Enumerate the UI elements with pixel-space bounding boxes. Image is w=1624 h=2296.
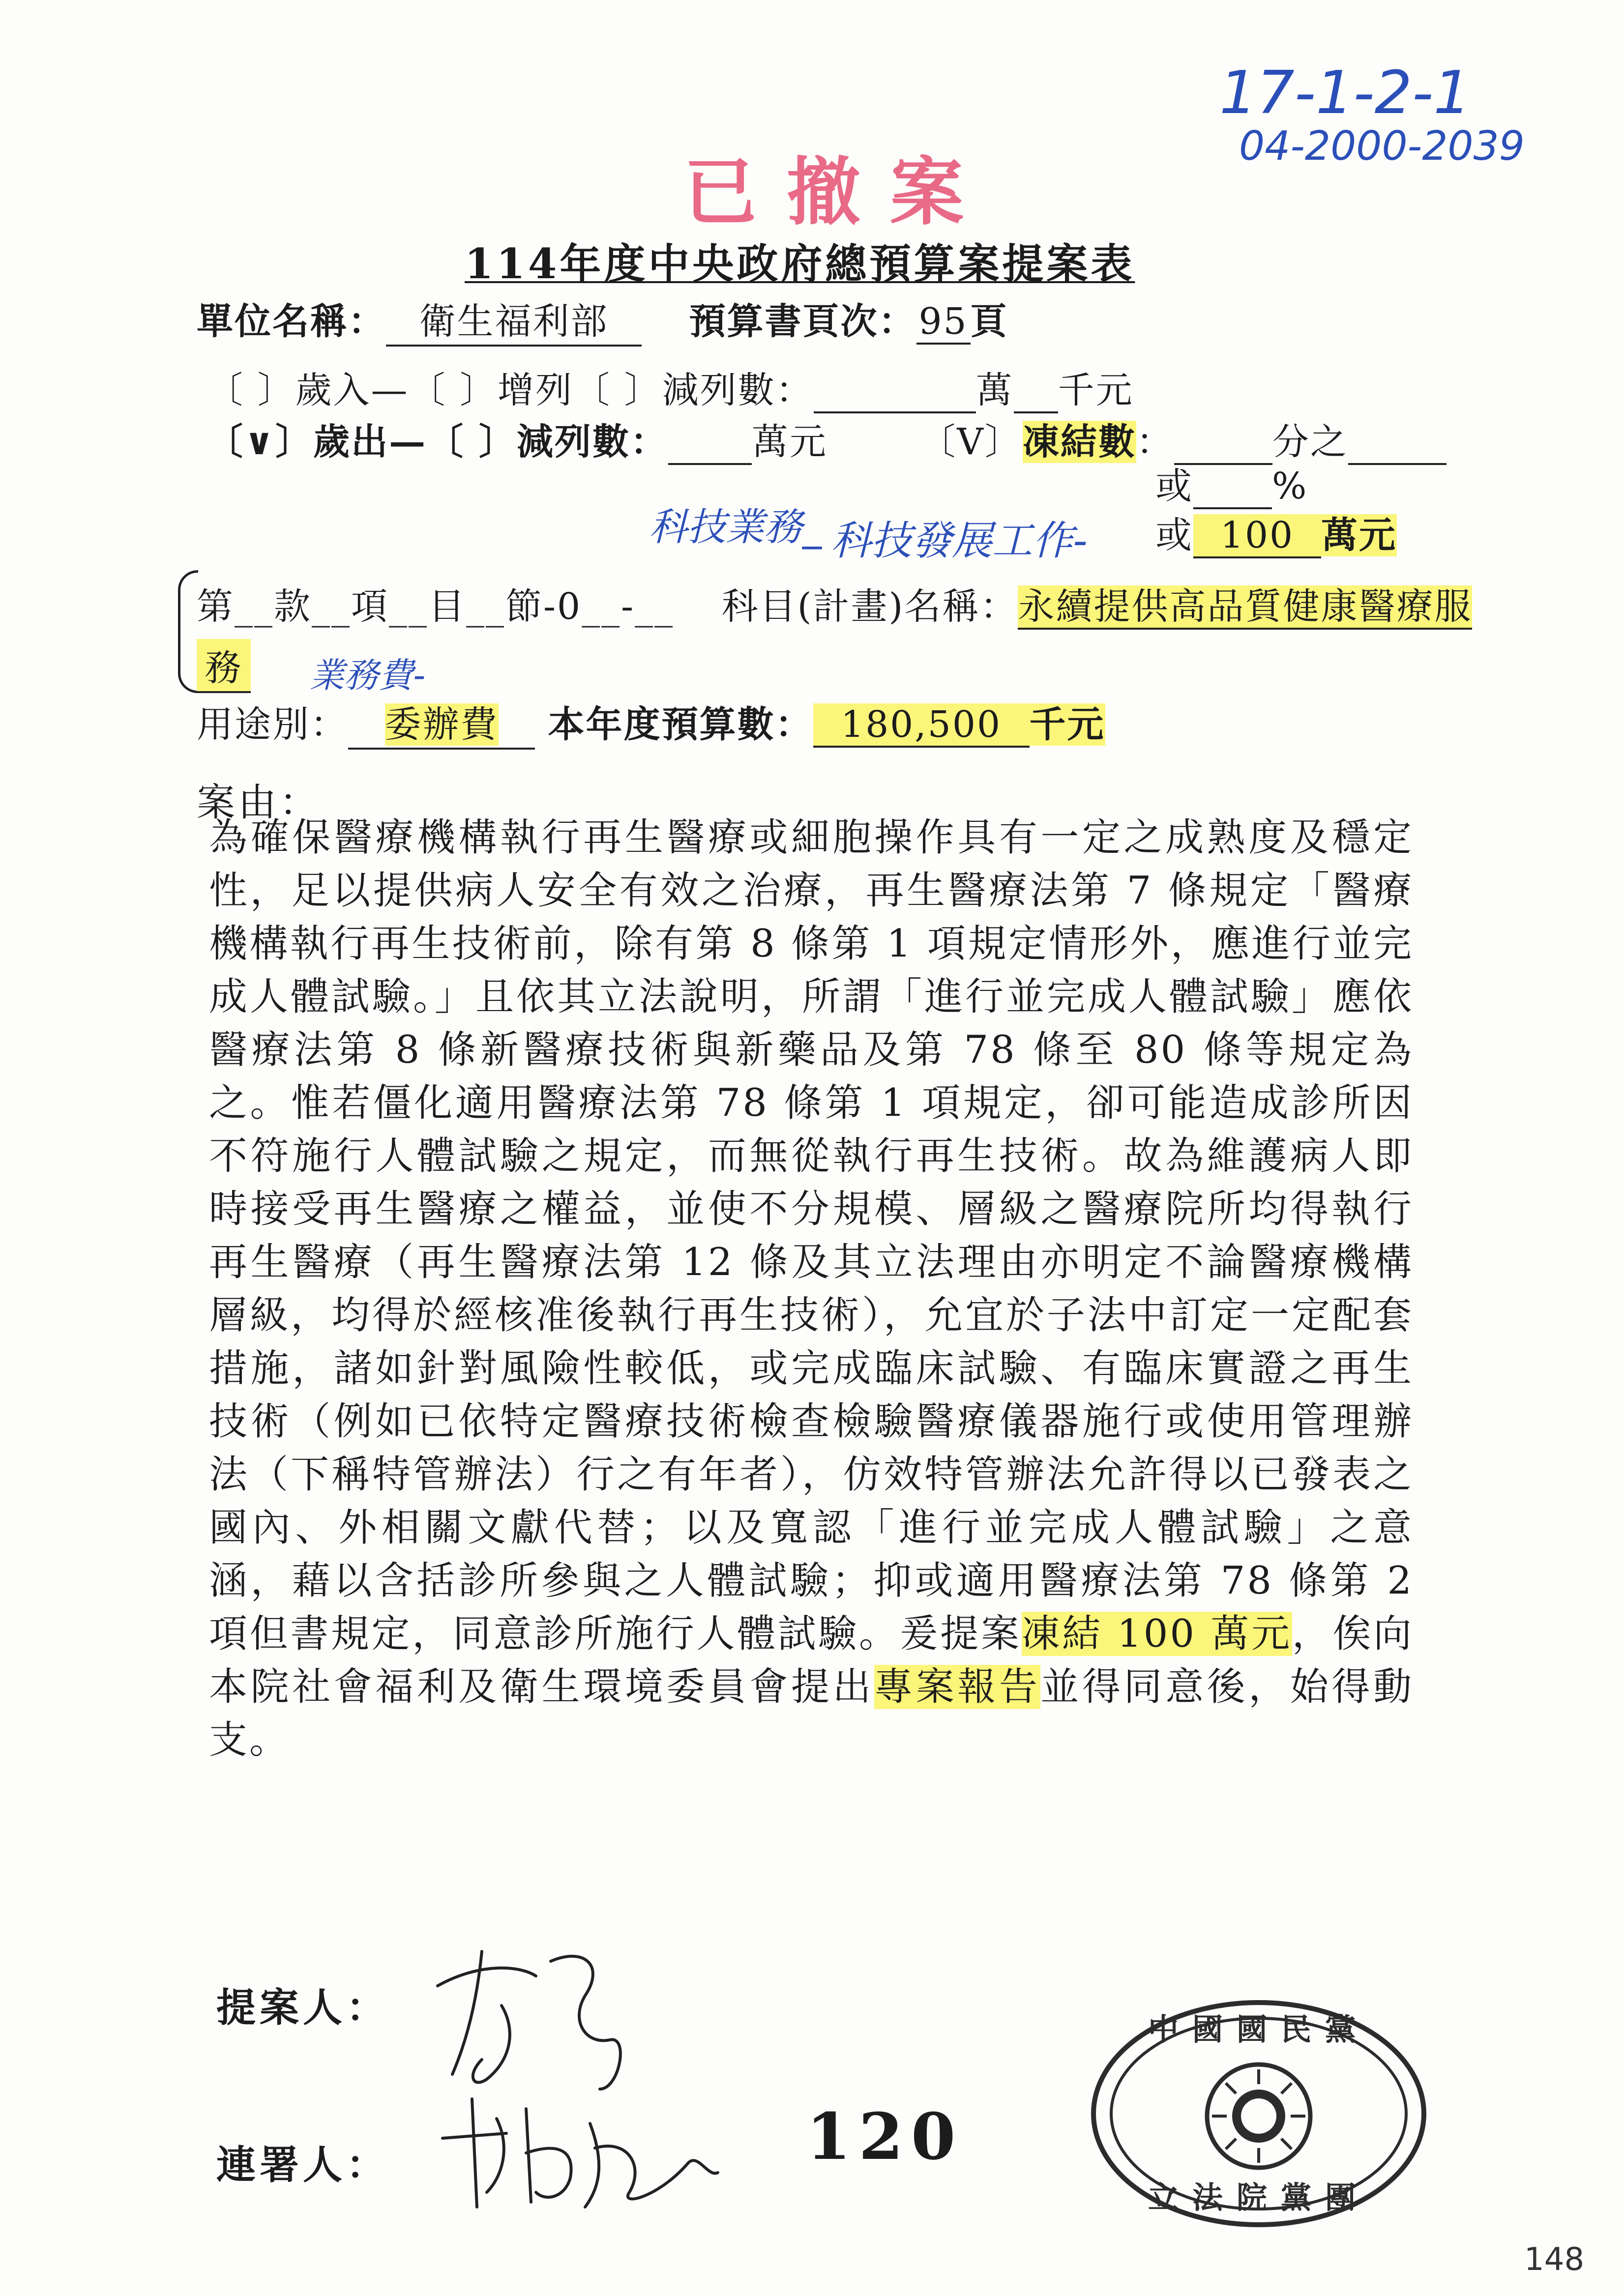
freeze-amount-line bbox=[1155, 506, 1397, 558]
subject-name-value-1: 永續提供高品質健康醫療服 bbox=[1018, 585, 1472, 630]
expense-blank bbox=[668, 421, 752, 465]
freeze-checkbox: 〔V〕 bbox=[919, 421, 1023, 463]
fraction-blank-2 bbox=[1348, 421, 1447, 465]
freeze-label: 凍結數 bbox=[1022, 421, 1136, 463]
usage-value-wrap bbox=[348, 696, 535, 750]
percent-sign: % bbox=[1272, 465, 1308, 507]
revenue-options: 〔 〕歲入—〔 〕增列〔 〕減列數： bbox=[207, 369, 814, 411]
page-value: 95 bbox=[916, 300, 971, 345]
subject-name-label: 科目(計畫)名稱： bbox=[721, 585, 1018, 628]
revenue-line bbox=[207, 361, 1134, 413]
usage-line bbox=[197, 696, 1105, 750]
reason-text-1: 為確保醫療機構執行再生醫療或細胞操作具有一定之成熟度及穩定性，足以提供病人安全有效之治療，再生醫療法第 7 條規定「醫療機構執行再生技術前，除有第 8 條第 1 項規定情形外，應進行並完成人體試驗。」且依其立法說明，所謂「進行並完成人體試驗」應依醫療法第 8 條新醫療技術與新藥品及第 78 條至 80 條等規定為之。惟若僵化適用醫療法第 78 條第 1 項規定，卻可能造成診所因不符施行人體試驗之規定，而無從執行再生技術。故為維護病人即時接受再生醫療之權益，並使不分規模、層級之醫療院所均得執行再生醫療（再生醫療法第 12 條及其立法理由亦明定不論醫療機構層級，均得於經核准後執行再生技術），允宜於子法中訂定一定配套措施，諸如針對風險性較低，或完成臨床試驗、有臨床實證之再生技術（例如已依特定醫療技術檢查檢驗醫療儀器施行或使用管理辦法（下稱特管辦法）行之有年者），仿效特管辦法允許得以已發表之國內、外相關文獻代替；以及寬認「進行並完成人體試驗」之意涵，藉以含括診所參與之人體試驗；抑或適用醫療法第 78 條第 2 項但書規定，同意診所施行人體試驗。爰提案 bbox=[209, 815, 1414, 1656]
usage-value: 委辦費 bbox=[384, 703, 499, 746]
percent-line bbox=[1155, 457, 1308, 509]
unit-label: 單位名稱： bbox=[197, 300, 386, 343]
budget-label: 本年度預算數： bbox=[548, 703, 813, 746]
subject-items: 第__款__項__目__節-0__-__ bbox=[197, 585, 675, 628]
handwritten-note-business-fee: 業務費- bbox=[310, 655, 426, 696]
party-seal bbox=[1087, 1996, 1431, 2232]
reason-text-3: 並得同意後，始得動支。 bbox=[209, 1665, 1414, 1762]
proposer-signature bbox=[423, 1932, 649, 2099]
freeze-amount: 100 bbox=[1193, 514, 1321, 558]
unit-value: 衛生福利部 bbox=[386, 292, 642, 347]
revenue-blank-1 bbox=[814, 369, 976, 413]
cosigner-count: 120 bbox=[806, 2099, 964, 2174]
budget-value: 180,500 bbox=[813, 703, 1030, 748]
seal-top-text: 中國國民黨 bbox=[1148, 2011, 1370, 2047]
cosigner-label: 連署人： bbox=[216, 2142, 389, 2188]
freeze-amount-unit: 萬元 bbox=[1321, 514, 1397, 556]
page-title: 114年度中央政府總預算案提案表 bbox=[465, 239, 1135, 288]
withdrawn-stamp: 已撤案 bbox=[683, 149, 994, 235]
subject-line bbox=[197, 578, 1472, 630]
handwritten-note-tech-development: 科技發展工作- bbox=[831, 518, 1088, 564]
reason-paragraph bbox=[209, 811, 1414, 1767]
reason-highlight-freeze: 凍結 100 萬元 bbox=[1021, 1612, 1292, 1656]
reason-heading: 案由： bbox=[197, 781, 321, 825]
revenue-blank-2 bbox=[1014, 369, 1058, 413]
subject-name-value-2: 務 bbox=[197, 639, 251, 693]
expense-options: 〔∨〕歲出—〔 〕減列數： bbox=[207, 421, 668, 463]
page-unit: 頁 bbox=[970, 300, 1008, 343]
percent-blank bbox=[1193, 465, 1272, 509]
reason-body bbox=[209, 811, 1414, 1767]
seal-bottom-text: 立法院黨團 bbox=[1148, 2180, 1370, 2215]
expense-unit: 萬元 bbox=[751, 421, 827, 463]
reason-text-2: ，俟向本院社會福利及衛生環境委員會提出 bbox=[209, 1612, 1414, 1709]
handwritten-note-tech-business: 科技業務_ bbox=[649, 505, 822, 550]
or-label-2: 或 bbox=[1155, 514, 1193, 556]
fraction-unit: 分之 bbox=[1272, 421, 1348, 463]
freeze-colon: ： bbox=[1136, 421, 1174, 463]
proposer-label: 提案人： bbox=[216, 1984, 389, 2031]
cosigner-signature bbox=[433, 2079, 728, 2217]
reference-code: 17-1-2-1 bbox=[1219, 59, 1471, 127]
revenue-unit-wan: 萬 bbox=[975, 369, 1014, 411]
subject-line-2 bbox=[197, 639, 251, 693]
header-line bbox=[197, 292, 1008, 347]
revenue-unit-thousand: 千元 bbox=[1058, 369, 1134, 411]
or-label-1: 或 bbox=[1155, 465, 1193, 507]
budget-unit: 千元 bbox=[1029, 703, 1105, 746]
usage-label: 用途別： bbox=[197, 703, 348, 746]
page-number: 148 bbox=[1524, 2241, 1585, 2278]
document-code: 04-2000-2039 bbox=[1239, 123, 1525, 170]
subject-bracket bbox=[178, 570, 198, 693]
reason-highlight-report: 專案報告 bbox=[874, 1665, 1041, 1709]
page-label: 預算書頁次： bbox=[689, 300, 916, 343]
